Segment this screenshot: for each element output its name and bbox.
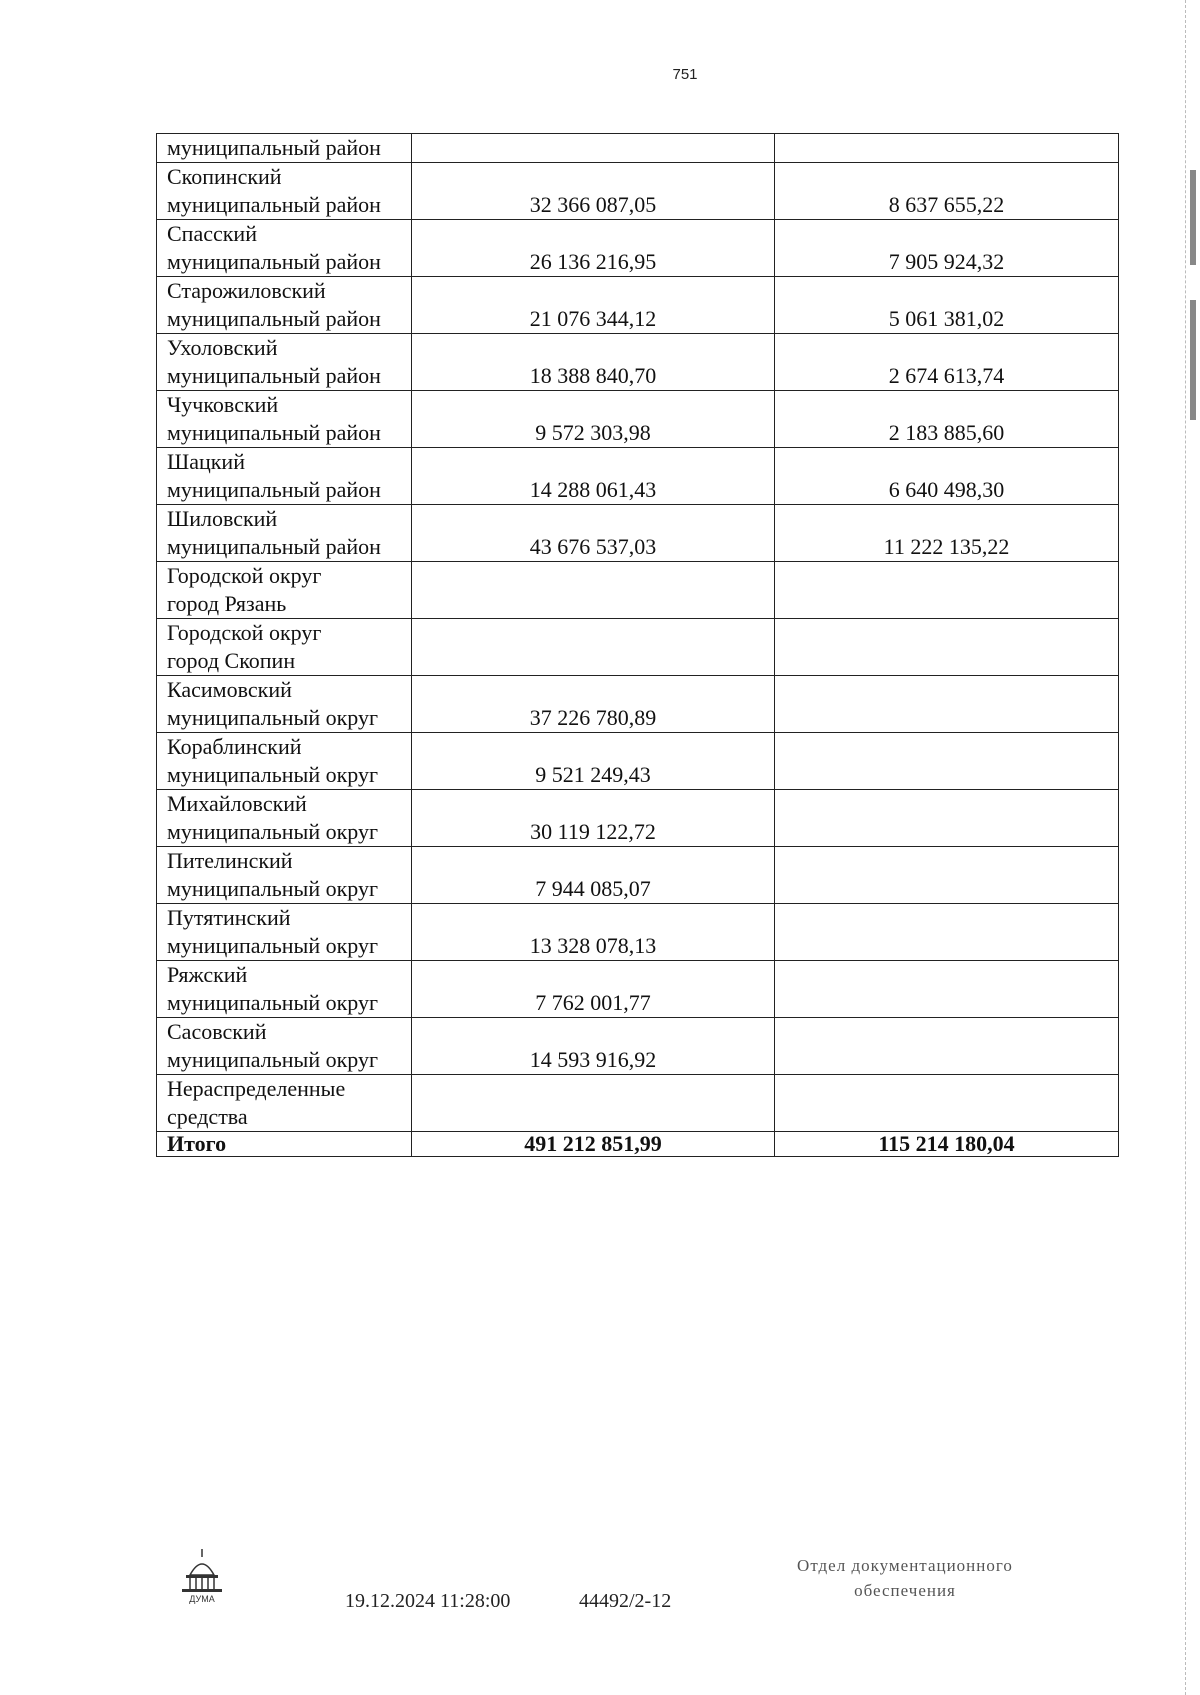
amount-col3-cell (775, 1018, 1119, 1075)
table-row (157, 134, 1119, 163)
amount-col2-cell: 14 593 916,92 (412, 1018, 775, 1075)
district-name-line: Ряжский (167, 962, 248, 987)
amount-col3-cell: 6 640 498,30 (775, 448, 1119, 505)
amount-col3-cell (775, 619, 1119, 676)
district-name-cell (157, 163, 412, 220)
amount-col2-cell (412, 619, 775, 676)
district-name-cell (157, 961, 412, 1018)
table-row (157, 790, 1119, 847)
amount-col3-cell (775, 904, 1119, 961)
stamp-line-2: обеспечения (854, 1581, 956, 1600)
table-row (157, 1075, 1119, 1132)
amount-col2-cell: 30 119 122,72 (412, 790, 775, 847)
district-name-line: Городской округ (167, 620, 322, 645)
amount-col2-cell (412, 134, 775, 163)
duma-logo (172, 1545, 232, 1607)
amount-col3-cell (775, 733, 1119, 790)
amount-col2-cell (412, 1075, 775, 1132)
amount-col2-cell: 21 076 344,12 (412, 277, 775, 334)
total-row (157, 1132, 1119, 1157)
district-name-line: Нераспределенные (167, 1076, 346, 1101)
table-row (157, 904, 1119, 961)
district-name-cell (157, 733, 412, 790)
district-name-cell (157, 334, 412, 391)
district-name-line: муниципальный район (167, 363, 381, 388)
district-name-line: муниципальный округ (167, 705, 379, 730)
table-row (157, 847, 1119, 904)
district-name-cell (157, 134, 412, 163)
district-name-line: муниципальный район (167, 192, 381, 217)
amount-col2-cell: 7 762 001,77 (412, 961, 775, 1018)
total-col3-cell: 115 214 180,04 (775, 1132, 1119, 1157)
svg-text:ДУМА: ДУМА (189, 1594, 215, 1604)
amount-col3-cell: 7 905 924,32 (775, 220, 1119, 277)
amount-col3-cell (775, 847, 1119, 904)
district-name-cell (157, 676, 412, 733)
district-name-cell (157, 790, 412, 847)
district-name-cell (157, 847, 412, 904)
table-row (157, 334, 1119, 391)
amount-col3-cell: 8 637 655,22 (775, 163, 1119, 220)
amount-col2-cell (412, 562, 775, 619)
scan-mark (1190, 170, 1196, 265)
district-name-line: Городской округ (167, 563, 322, 588)
district-name-line: Пителинский (167, 848, 293, 873)
table-row (157, 619, 1119, 676)
table-row (157, 391, 1119, 448)
district-name-cell (157, 619, 412, 676)
table-row (157, 505, 1119, 562)
amount-col3-cell (775, 1075, 1119, 1132)
amount-col2-cell: 9 521 249,43 (412, 733, 775, 790)
district-name-line: Кораблинский (167, 734, 302, 759)
district-name-cell (157, 505, 412, 562)
amount-col3-cell (775, 134, 1119, 163)
amount-col3-cell (775, 790, 1119, 847)
department-stamp (765, 1553, 1045, 1603)
district-name-cell (157, 277, 412, 334)
district-name-line: Шацкий (167, 449, 245, 474)
amount-col3-cell (775, 562, 1119, 619)
amount-col2-cell: 14 288 061,43 (412, 448, 775, 505)
table-row (157, 220, 1119, 277)
district-name-line: средства (167, 1104, 248, 1129)
amount-col2-cell: 13 328 078,13 (412, 904, 775, 961)
district-name-line: Касимовский (167, 677, 292, 702)
table-row (157, 277, 1119, 334)
total-label-cell: Итого (157, 1132, 412, 1157)
district-name-line: муниципальный район (167, 477, 381, 502)
amount-col2-cell: 18 388 840,70 (412, 334, 775, 391)
amount-col2-cell: 43 676 537,03 (412, 505, 775, 562)
stamp-line-1: Отдел документационного (797, 1556, 1013, 1575)
district-name-cell (157, 391, 412, 448)
district-name-line: муниципальный район (167, 135, 381, 160)
table-row (157, 448, 1119, 505)
district-name-line: Старожиловский (167, 278, 326, 303)
district-name-line: муниципальный округ (167, 933, 379, 958)
footer-datetime: 19.12.2024 11:28:00 (345, 1590, 511, 1612)
table-row (157, 562, 1119, 619)
district-name-line: город Скопин (167, 648, 296, 673)
amount-col2-cell: 37 226 780,89 (412, 676, 775, 733)
district-name-line: муниципальный округ (167, 819, 379, 844)
scan-edge (1185, 0, 1200, 1695)
amount-col3-cell: 5 061 381,02 (775, 277, 1119, 334)
amount-col3-cell: 2 674 613,74 (775, 334, 1119, 391)
table-body (157, 134, 1119, 1157)
amount-col3-cell (775, 676, 1119, 733)
district-name-line: муниципальный район (167, 534, 381, 559)
district-name-cell (157, 904, 412, 961)
district-name-line: муниципальный округ (167, 876, 379, 901)
district-name-line: муниципальный район (167, 306, 381, 331)
district-name-cell (157, 562, 412, 619)
district-name-line: муниципальный округ (167, 990, 379, 1015)
district-name-line: муниципальный район (167, 249, 381, 274)
district-name-cell (157, 1018, 412, 1075)
amount-col2-cell: 9 572 303,98 (412, 391, 775, 448)
amount-col3-cell: 11 222 135,22 (775, 505, 1119, 562)
district-name-line: Путятинский (167, 905, 291, 930)
scan-mark (1190, 300, 1196, 420)
district-name-line: Михайловский (167, 791, 307, 816)
district-name-line: муниципальный район (167, 420, 381, 445)
district-name-line: город Рязань (167, 591, 287, 616)
district-name-line: Скопинский (167, 164, 282, 189)
amount-col3-cell (775, 961, 1119, 1018)
district-name-line: муниципальный округ (167, 762, 379, 787)
footer-reg-number: 44492/2-12 (579, 1590, 672, 1612)
district-name-line: муниципальный округ (167, 1047, 379, 1072)
table-row (157, 676, 1119, 733)
table-row (157, 1018, 1119, 1075)
district-name-line: Спасский (167, 221, 257, 246)
district-name-line: Сасовский (167, 1019, 267, 1044)
district-name-cell (157, 1075, 412, 1132)
page-number: 751 (672, 66, 698, 83)
district-name-line: Ухоловский (167, 335, 278, 360)
amount-col2-cell: 7 944 085,07 (412, 847, 775, 904)
amount-col2-cell: 26 136 216,95 (412, 220, 775, 277)
district-name-cell (157, 448, 412, 505)
amount-col2-cell: 32 366 087,05 (412, 163, 775, 220)
table-row (157, 163, 1119, 220)
district-name-line: Чучковский (167, 392, 279, 417)
amount-col3-cell: 2 183 885,60 (775, 391, 1119, 448)
total-col2-cell: 491 212 851,99 (412, 1132, 775, 1157)
district-name-cell (157, 220, 412, 277)
table-row (157, 961, 1119, 1018)
district-name-line: Шиловский (167, 506, 278, 531)
table-row (157, 733, 1119, 790)
allocation-table (156, 133, 1119, 1157)
